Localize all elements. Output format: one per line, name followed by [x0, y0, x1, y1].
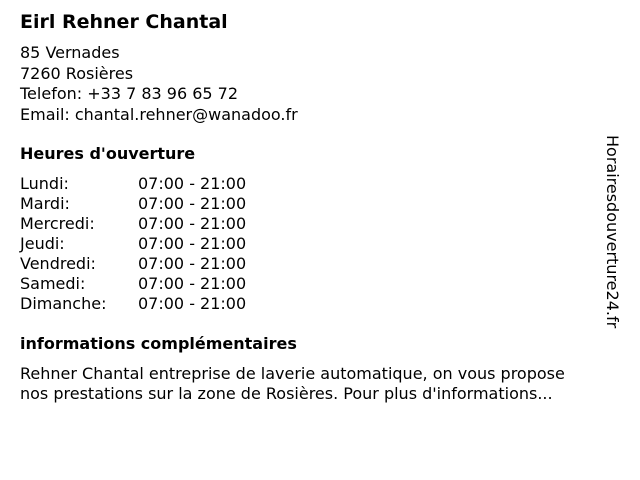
- contact-block: [20, 43, 298, 125]
- hours-row-friday: [20, 254, 246, 274]
- day-label: Dimanche:: [20, 294, 107, 313]
- description-line: Rehner Chantal entreprise de laverie automatique, on vous propose: [20, 364, 565, 383]
- hours-table: [20, 174, 246, 314]
- day-label: Samedi:: [20, 274, 86, 293]
- time-range: 07:00 - 21:00: [138, 274, 247, 293]
- time-range: 07:00 - 21:00: [138, 254, 247, 273]
- description-line: nos prestations sur la zone de Rosières. Pour plus d'informations...: [20, 384, 553, 403]
- hours-row-saturday: [20, 274, 246, 294]
- time-range: 07:00 - 21:00: [138, 214, 247, 233]
- hours-row-monday: [20, 174, 246, 194]
- hours-row-tuesday: [20, 194, 246, 214]
- time-range: 07:00 - 21:00: [138, 294, 247, 313]
- business-name: Eirl Rehner Chantal: [20, 11, 228, 33]
- time-range: 07:00 - 21:00: [138, 234, 247, 253]
- site-watermark: Horairesdouverture24.fr: [603, 135, 622, 329]
- email-address: Email: chantal.rehner@wanadoo.fr: [20, 104, 298, 124]
- time-range: 07:00 - 21:00: [138, 194, 247, 213]
- city-address: 7260 Rosières: [20, 63, 134, 83]
- day-label: Mercredi:: [20, 214, 95, 233]
- business-description: [20, 364, 620, 404]
- info-heading: informations complémentaires: [20, 334, 297, 353]
- time-range: 07:00 - 21:00: [138, 174, 247, 193]
- street-address: 85 Vernades: [20, 43, 120, 62]
- day-label: Mardi:: [20, 194, 70, 213]
- hours-heading: Heures d'ouverture: [20, 144, 196, 163]
- day-label: Jeudi:: [20, 234, 65, 253]
- day-label: Lundi:: [20, 174, 69, 193]
- day-label: Vendredi:: [20, 254, 96, 273]
- phone-number: Telefon: +33 7 83 96 65 72: [20, 84, 239, 103]
- hours-row-thursday: [20, 234, 246, 254]
- hours-row-wednesday: [20, 214, 246, 234]
- hours-row-sunday: [20, 294, 246, 314]
